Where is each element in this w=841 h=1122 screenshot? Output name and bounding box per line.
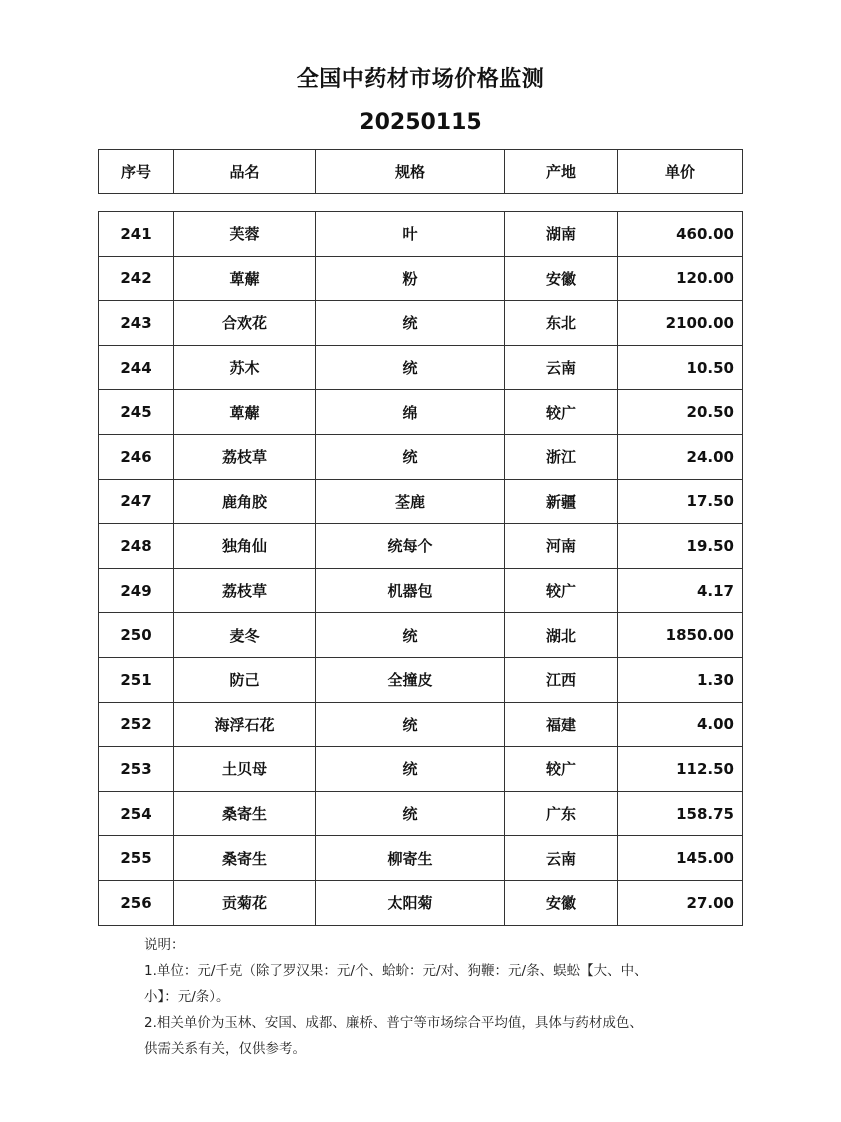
cell-spec: 统 bbox=[316, 747, 505, 792]
cell-origin: 东北 bbox=[505, 301, 618, 346]
cell-price: 1850.00 bbox=[618, 613, 743, 658]
notes-line-2: 小】：元/条）。 bbox=[144, 989, 230, 1005]
cell-index: 252 bbox=[99, 702, 174, 747]
cell-price: 20.50 bbox=[618, 390, 743, 435]
header-index: 序号 bbox=[99, 150, 174, 194]
cell-index: 241 bbox=[99, 212, 174, 257]
cell-origin: 河南 bbox=[505, 524, 618, 569]
cell-name: 麦冬 bbox=[174, 613, 316, 658]
cell-price: 158.75 bbox=[618, 791, 743, 836]
cell-index: 247 bbox=[99, 479, 174, 524]
cell-name: 土贝母 bbox=[174, 747, 316, 792]
cell-price: 17.50 bbox=[618, 479, 743, 524]
cell-spec: 绵 bbox=[316, 390, 505, 435]
cell-origin: 安徽 bbox=[505, 880, 618, 925]
cell-index: 249 bbox=[99, 568, 174, 613]
table-row bbox=[99, 301, 743, 346]
cell-index: 242 bbox=[99, 256, 174, 301]
notes-line-1: 1.单位：元/千克（除了罗汉果：元/个、蛤蚧：元/对、狗鞭：元/条、蜈蚣【大、中、 bbox=[144, 963, 648, 979]
cell-origin: 安徽 bbox=[505, 256, 618, 301]
cell-index: 253 bbox=[99, 747, 174, 792]
cell-spec: 粉 bbox=[316, 256, 505, 301]
cell-index: 251 bbox=[99, 657, 174, 702]
notes-heading: 说明： bbox=[144, 937, 185, 953]
table-row bbox=[99, 479, 743, 524]
cell-name: 荔枝草 bbox=[174, 434, 316, 479]
cell-index: 245 bbox=[99, 390, 174, 435]
cell-price: 2100.00 bbox=[618, 301, 743, 346]
cell-spec: 全撞皮 bbox=[316, 657, 505, 702]
table-row bbox=[99, 256, 743, 301]
table-row bbox=[99, 345, 743, 390]
cell-origin: 新疆 bbox=[505, 479, 618, 524]
cell-spec: 统每个 bbox=[316, 524, 505, 569]
cell-index: 248 bbox=[99, 524, 174, 569]
header-name: 品名 bbox=[174, 150, 316, 194]
table-row bbox=[99, 791, 743, 836]
cell-name: 萆薢 bbox=[174, 256, 316, 301]
cell-name: 芙蓉 bbox=[174, 212, 316, 257]
table-row bbox=[99, 568, 743, 613]
cell-name: 海浮石花 bbox=[174, 702, 316, 747]
table-row bbox=[99, 390, 743, 435]
table-row bbox=[99, 836, 743, 881]
table-row bbox=[99, 657, 743, 702]
cell-spec: 统 bbox=[316, 345, 505, 390]
cell-price: 4.00 bbox=[618, 702, 743, 747]
cell-spec: 荃鹿 bbox=[316, 479, 505, 524]
cell-spec: 柳寄生 bbox=[316, 836, 505, 881]
cell-spec: 太阳菊 bbox=[316, 880, 505, 925]
cell-index: 250 bbox=[99, 613, 174, 658]
table-row bbox=[99, 434, 743, 479]
cell-name: 桑寄生 bbox=[174, 836, 316, 881]
table-row bbox=[99, 880, 743, 925]
cell-spec: 统 bbox=[316, 301, 505, 346]
cell-index: 254 bbox=[99, 791, 174, 836]
cell-name: 桑寄生 bbox=[174, 791, 316, 836]
cell-name: 防己 bbox=[174, 657, 316, 702]
cell-origin: 云南 bbox=[505, 345, 618, 390]
header-origin: 产地 bbox=[505, 150, 618, 194]
cell-spec: 统 bbox=[316, 434, 505, 479]
cell-price: 24.00 bbox=[618, 434, 743, 479]
table-row bbox=[99, 613, 743, 658]
cell-name: 荔枝草 bbox=[174, 568, 316, 613]
cell-name: 贡菊花 bbox=[174, 880, 316, 925]
cell-origin: 广东 bbox=[505, 791, 618, 836]
cell-origin: 云南 bbox=[505, 836, 618, 881]
cell-spec: 机器包 bbox=[316, 568, 505, 613]
cell-origin: 较广 bbox=[505, 390, 618, 435]
table-header bbox=[98, 149, 743, 194]
page-title: 全国中药材市场价格监测 bbox=[296, 67, 545, 92]
cell-name: 苏木 bbox=[174, 345, 316, 390]
cell-name: 萆薢 bbox=[174, 390, 316, 435]
cell-spec: 叶 bbox=[316, 212, 505, 257]
cell-price: 112.50 bbox=[618, 747, 743, 792]
cell-spec: 统 bbox=[316, 791, 505, 836]
cell-name: 独角仙 bbox=[174, 524, 316, 569]
cell-spec: 统 bbox=[316, 702, 505, 747]
cell-spec: 统 bbox=[316, 613, 505, 658]
cell-price: 4.17 bbox=[618, 568, 743, 613]
price-table bbox=[98, 211, 743, 926]
cell-price: 145.00 bbox=[618, 836, 743, 881]
table-row bbox=[99, 524, 743, 569]
notes-line-3: 2.相关单价为玉林、安国、成都、廉桥、普宁等市场综合平均值，具体与药材成色、 bbox=[144, 1015, 643, 1031]
cell-index: 244 bbox=[99, 345, 174, 390]
cell-price: 460.00 bbox=[618, 212, 743, 257]
cell-origin: 较广 bbox=[505, 747, 618, 792]
cell-price: 19.50 bbox=[618, 524, 743, 569]
cell-origin: 湖北 bbox=[505, 613, 618, 658]
cell-origin: 江西 bbox=[505, 657, 618, 702]
header-price: 单价 bbox=[618, 150, 743, 194]
cell-name: 鹿角胶 bbox=[174, 479, 316, 524]
report-date: 20250115 bbox=[359, 110, 482, 135]
table-row bbox=[99, 702, 743, 747]
cell-name: 合欢花 bbox=[174, 301, 316, 346]
cell-price: 120.00 bbox=[618, 256, 743, 301]
cell-origin: 湖南 bbox=[505, 212, 618, 257]
cell-origin: 福建 bbox=[505, 702, 618, 747]
cell-index: 256 bbox=[99, 880, 174, 925]
header-spec: 规格 bbox=[316, 150, 505, 194]
cell-price: 1.30 bbox=[618, 657, 743, 702]
table-row bbox=[99, 212, 743, 257]
cell-index: 246 bbox=[99, 434, 174, 479]
notes-line-4: 供需关系有关，仅供参考。 bbox=[144, 1041, 306, 1057]
cell-price: 10.50 bbox=[618, 345, 743, 390]
table-row bbox=[99, 747, 743, 792]
cell-index: 255 bbox=[99, 836, 174, 881]
cell-origin: 较广 bbox=[505, 568, 618, 613]
cell-price: 27.00 bbox=[618, 880, 743, 925]
cell-index: 243 bbox=[99, 301, 174, 346]
cell-origin: 浙江 bbox=[505, 434, 618, 479]
notes bbox=[144, 932, 704, 1062]
